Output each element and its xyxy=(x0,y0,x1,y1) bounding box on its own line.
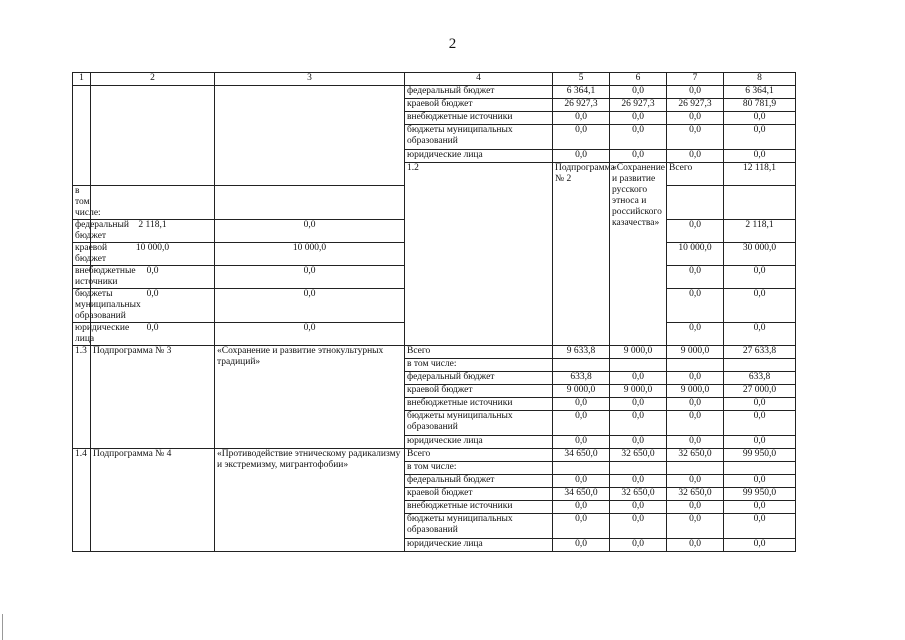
value-cell: 0,0 xyxy=(610,411,667,436)
value-cell: 0,0 xyxy=(667,289,724,323)
program-cell: Подпрограмма № 2 xyxy=(553,163,610,346)
source-label: бюджеты муниципальных образований xyxy=(405,411,553,436)
value-cell: 0,0 xyxy=(553,411,610,436)
value-cell: 0,0 xyxy=(667,398,724,411)
value-cell: 0,0 xyxy=(553,150,610,163)
program-cell xyxy=(91,86,215,186)
value-cell: 0,0 xyxy=(667,86,724,99)
header-cell: 4 xyxy=(405,73,553,86)
value-cell: 32 650,0 xyxy=(610,488,667,501)
source-label: в том числе: xyxy=(73,186,91,220)
header-cell: 2 xyxy=(91,73,215,86)
source-label: бюджеты муниципальных образований xyxy=(73,289,91,323)
header-cell: 1 xyxy=(73,73,91,86)
value-cell: 0,0 xyxy=(724,436,796,449)
value-cell: 0,0 xyxy=(91,289,215,323)
source-label: внебюджетные источники xyxy=(405,398,553,411)
header-cell: 8 xyxy=(724,73,796,86)
header-row xyxy=(73,73,796,86)
value-cell: 0,0 xyxy=(553,475,610,488)
header-cell: 3 xyxy=(215,73,405,86)
value-cell: 0,0 xyxy=(724,398,796,411)
source-label: юридические лица xyxy=(405,539,553,552)
value-cell: 0,0 xyxy=(610,514,667,539)
source-label: федеральный бюджет xyxy=(405,86,553,99)
source-label: в том числе: xyxy=(405,462,553,475)
program-cell: Подпрограмма № 3 xyxy=(91,346,215,449)
value-cell: 9 000,0 xyxy=(610,385,667,398)
header-cell: 5 xyxy=(553,73,610,86)
value-cell: 0,0 xyxy=(667,372,724,385)
value-cell: 80 781,9 xyxy=(724,99,796,112)
value-cell: 0,0 xyxy=(724,289,796,323)
value-cell: 32 650,0 xyxy=(667,449,724,462)
source-label: краевой бюджет xyxy=(73,243,91,266)
value-cell: 0,0 xyxy=(610,125,667,150)
value-cell: 10 000,0 xyxy=(667,243,724,266)
value-cell: 99 950,0 xyxy=(724,488,796,501)
value-cell: 30 000,0 xyxy=(724,243,796,266)
source-label: федеральный бюджет xyxy=(73,220,91,243)
value-cell: 0,0 xyxy=(724,539,796,552)
value-cell: 2 118,1 xyxy=(91,220,215,243)
table-row xyxy=(73,86,796,99)
value-cell: 9 000,0 xyxy=(553,385,610,398)
value-cell: 0,0 xyxy=(667,150,724,163)
source-label: внебюджетные источники xyxy=(405,501,553,514)
value-cell: 9 633,8 xyxy=(553,346,610,359)
program-title-cell: «Сохранение и развитие русского этноса и российского казачества» xyxy=(610,163,667,346)
header-cell: 7 xyxy=(667,73,724,86)
value-cell: 0,0 xyxy=(215,323,405,346)
source-label: федеральный бюджет xyxy=(405,475,553,488)
source-label: Всего xyxy=(405,449,553,462)
value-cell: 0,0 xyxy=(553,112,610,125)
source-label: юридические лица xyxy=(73,323,91,346)
value-cell: 0,0 xyxy=(91,266,215,289)
value-cell: 27 000,0 xyxy=(724,385,796,398)
value-cell: 0,0 xyxy=(610,150,667,163)
scan-edge-mark xyxy=(2,614,3,640)
value-cell: 0,0 xyxy=(610,398,667,411)
value-cell: 32 650,0 xyxy=(610,449,667,462)
value-cell: 0,0 xyxy=(667,539,724,552)
value-cell: 0,0 xyxy=(553,436,610,449)
row-number-cell: 1.3 xyxy=(73,346,91,449)
value-cell: 26 927,3 xyxy=(610,99,667,112)
value-cell: 12 118,1 xyxy=(724,163,796,186)
row-number-cell: 1.2 xyxy=(405,163,553,346)
value-cell: 0,0 xyxy=(724,150,796,163)
value-cell: 0,0 xyxy=(724,514,796,539)
value-cell: 0,0 xyxy=(610,86,667,99)
value-cell: 0,0 xyxy=(553,125,610,150)
value-cell: 0,0 xyxy=(610,501,667,514)
value-cell: 0,0 xyxy=(610,436,667,449)
value-cell: 0,0 xyxy=(215,220,405,243)
page-number: 2 xyxy=(448,36,457,52)
value-cell: 9 000,0 xyxy=(610,346,667,359)
source-label: Всего xyxy=(405,346,553,359)
value-cell: 0,0 xyxy=(610,539,667,552)
row-number-cell xyxy=(73,86,91,186)
value-cell: 26 927,3 xyxy=(553,99,610,112)
program-title-cell: «Противодействие этническому радикализму и экстремизму, мигрантофобии» xyxy=(215,449,405,552)
value-cell: 0,0 xyxy=(724,475,796,488)
value-cell: 0,0 xyxy=(553,501,610,514)
source-label: внебюджетные источники xyxy=(73,266,91,289)
value-cell: 9 000,0 xyxy=(667,346,724,359)
header-cell: 6 xyxy=(610,73,667,86)
budget-table xyxy=(72,72,796,552)
value-cell: 0,0 xyxy=(724,411,796,436)
value-cell: 0,0 xyxy=(667,266,724,289)
row-number-cell: 1.4 xyxy=(73,449,91,552)
program-title-cell xyxy=(215,86,405,186)
source-label: юридические лица xyxy=(405,150,553,163)
value-cell: 0,0 xyxy=(724,112,796,125)
source-label: краевой бюджет xyxy=(405,385,553,398)
value-cell: 32 650,0 xyxy=(667,488,724,501)
source-label: в том числе: xyxy=(405,359,553,372)
value-cell: 0,0 xyxy=(215,266,405,289)
value-cell: 0,0 xyxy=(667,125,724,150)
value-cell: 0,0 xyxy=(667,514,724,539)
value-cell: 633,8 xyxy=(553,372,610,385)
value-cell: 0,0 xyxy=(724,266,796,289)
source-label: внебюджетные источники xyxy=(405,112,553,125)
value-cell: 26 927,3 xyxy=(667,99,724,112)
value-cell: 0,0 xyxy=(91,323,215,346)
source-label: краевой бюджет xyxy=(405,99,553,112)
value-cell: 0,0 xyxy=(667,220,724,243)
value-cell: 633,8 xyxy=(724,372,796,385)
value-cell: 0,0 xyxy=(553,514,610,539)
value-cell: 10 000,0 xyxy=(215,243,405,266)
value-cell: 0,0 xyxy=(553,398,610,411)
value-cell: 27 633,8 xyxy=(724,346,796,359)
value-cell: 0,0 xyxy=(667,112,724,125)
value-cell: 0,0 xyxy=(667,411,724,436)
value-cell: 0,0 xyxy=(724,501,796,514)
table-row xyxy=(73,346,796,359)
source-label: Всего xyxy=(667,163,724,186)
value-cell: 6 364,1 xyxy=(553,86,610,99)
value-cell: 0,0 xyxy=(667,436,724,449)
value-cell: 0,0 xyxy=(667,475,724,488)
value-cell: 0,0 xyxy=(215,289,405,323)
value-cell: 0,0 xyxy=(724,323,796,346)
value-cell: 34 650,0 xyxy=(553,449,610,462)
value-cell: 0,0 xyxy=(667,323,724,346)
program-title-cell: «Сохранение и развитие этнокультурных традиций» xyxy=(215,346,405,449)
value-cell: 99 950,0 xyxy=(724,449,796,462)
value-cell: 34 650,0 xyxy=(553,488,610,501)
program-cell: Подпрограмма № 4 xyxy=(91,449,215,552)
value-cell: 10 000,0 xyxy=(91,243,215,266)
value-cell: 6 364,1 xyxy=(724,86,796,99)
source-label: бюджеты муниципальных образований xyxy=(405,514,553,539)
source-label: юридические лица xyxy=(405,436,553,449)
table-row xyxy=(73,449,796,462)
value-cell: 2 118,1 xyxy=(724,220,796,243)
value-cell: 0,0 xyxy=(610,475,667,488)
source-label: краевой бюджет xyxy=(405,488,553,501)
source-label: бюджеты муниципальных образований xyxy=(405,125,553,150)
value-cell: 0,0 xyxy=(610,372,667,385)
source-label: федеральный бюджет xyxy=(405,372,553,385)
value-cell: 0,0 xyxy=(724,125,796,150)
value-cell: 0,0 xyxy=(667,501,724,514)
value-cell: 0,0 xyxy=(610,112,667,125)
value-cell: 9 000,0 xyxy=(667,385,724,398)
value-cell: 0,0 xyxy=(553,539,610,552)
